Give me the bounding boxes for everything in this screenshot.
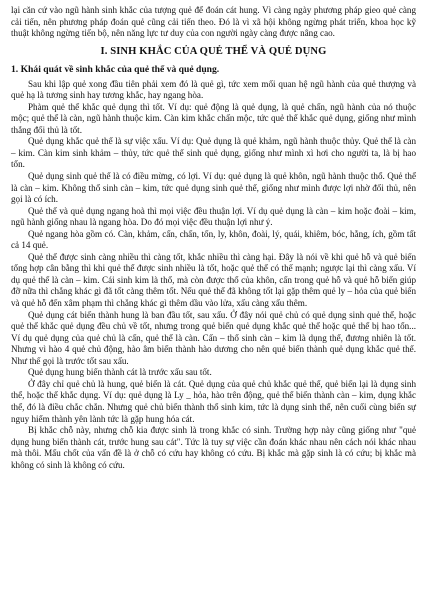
section-title: I. SINH KHẮC CỦA QUẺ THỂ VÀ QUẺ DỤNG [100,45,327,57]
paragraph-11: Bị khắc chỗ này, nhưng chỗ kia được sinh là trong khắc có sinh. Trường hợp này cũng giống như "quẻ dụng hung biến thành cát, trước hung sau cát". Tức là tuy sự việc cần đoán khác nhau nên cách nói khác nhau mà thôi. Mấu chốt của vấn đề là ở chỗ có cứu hay không có cứu. Bị khắc mà gặp sinh là có cứu; bị khắc mà không có sinh là không có cứu. [11,425,416,470]
paragraph-10: Ở đây chỉ quẻ chủ là hung, quẻ biến là cát. Quẻ dụng của quẻ chủ khắc quẻ thể, quẻ biến lại là dụng sinh thể, hoặc thể khắc dụng. Ví dụ: quẻ dụng là Ly _ hỏa, hào trên động, quẻ thể biến thành càn – kim, dụng khắc thể, đó là điều chắc chắn. Nhưng quẻ chủ biến thành thổ sinh kim, tức là dụng sinh thể, nên cuối cùng biến sự nguy hiểm thành yên lành tức là gặp hung hóa cát. [11,378,416,424]
intro-paragraph: lại căn cứ vào ngũ hành sinh khắc của tượng quẻ để đoán cát hung. Vì càng ngày phương pháp gieo quẻ càng cải tiến, nên phương pháp đoán quẻ cũng cải tiến theo. Đó là vì xã hội không ngừng phát triển, khoa học kỹ thuật không ngừng tiến bộ, nên năng lực tư duy của con người ngày càng được nâng cao. [11,5,416,39]
paragraph-9: Quẻ dụng hung biến thành cát là trước xấu sau tốt. [28,367,212,378]
paragraph-4: Quẻ dụng sinh quẻ thể là có điều mừng, có lợi. Ví dụ: quẻ dụng là quẻ khôn, ngũ hành thuộc thổ. Quẻ thể là càn – kim. Không thổ sinh càn – kim, tức quẻ dụng sinh quẻ thể, giống như mình được lợi nhờ đối thủ, nên gọi là có ích. [11,171,416,205]
paragraph-8: Quẻ dụng cát biến thành hung là ban đầu tốt, sau xấu. Ở đây nói quẻ chủ có quẻ dụng sinh quẻ thể, hoặc quẻ thể khắc quẻ dụng đều chủ về tốt, nhưng trong quẻ biến quẻ dụng khắc quẻ thể hoặc quẻ thể bị hao tổn... Ví dụ quẻ dụng của quẻ chủ là cấn, quẻ thể là càn. Cấn – thổ sinh càn – kim là dụng thể, đương nhiên là tốt. Nhưng vì hào 4 quẻ chủ động, hào âm biến thành hào dương cho nên quẻ biến thành quẻ dụng khắc quẻ thể. Như thế gọi là trước tốt sau xấu. [11,309,416,366]
subsection-title: 1. Khái quát về sinh khắc của quẻ thể và quẻ dụng. [11,63,220,75]
paragraph-1: Sau khi lập quẻ xong đầu tiên phải xem đó là quẻ gì, tức xem mối quan hệ ngũ hành của quẻ thượng và quẻ hạ là tương sinh hay tương khắc, hay ngang hòa. [11,78,416,101]
paragraph-6: Quẻ ngang hòa gồm có. Càn, khảm, cấn, chấn, tốn, ly, khôn, đoài, lý, quái, khiêm, bóc, hằng, ích, gồm tất cả 14 quẻ. [11,228,416,251]
paragraph-2: Phàm quẻ thể khắc quẻ dụng thì tốt. Ví dụ: quẻ động là quẻ dụng, là quẻ chấn, ngũ hành của nó thuộc mộc; quẻ thể là càn, ngũ hành thuộc kim. Càn kim khắc chấn mộc, tức quẻ thể khắc quẻ dụng, giống như mình thắng đối thủ là tốt. [11,101,416,135]
paragraph-5: Quẻ thể và quẻ dụng ngang hoà thì mọi việc đều thuận lợi. Ví dụ quẻ dụng là càn – kim hoặc đoài – kim, ngũ hành giống nhau là ngang hòa. Do đó mọi việc đều thuận lợi như ý. [11,205,416,228]
paragraph-3: Quẻ dụng khắc quẻ thể là sự việc xấu. Ví dụ: Quẻ dụng là quẻ khảm, ngũ hành thuộc thủy. Quẻ thể là càn – kim. Càn kim sinh khảm – thủy, tức quẻ thể sinh quẻ dụng, giống như mình xì hơi cho người ta, là bị hao tổn. [11,136,416,170]
paragraph-7: Quẻ thể được sinh càng nhiều thì càng tốt, khắc nhiều thì càng hại. Đây là nói về khi quẻ hỗ và quẻ biến tổng hợp cân bằng thì khi quẻ thể được sinh nhiều là tốt, hoặc quẻ thể có thế mạnh; ngược lại thì càng xấu. Ví dụ quẻ thể là càn – kim. Cái sinh kim là thổ, mà còn được thổ của khôn, cấn trong quẻ hỗ và quẻ hỗ biến giúp đỡ nữa thì chẳng khác gì đã tốt càng thêm tốt. Nếu quẻ thể đã không tốt lại gặp thêm quẻ ly – hỏa của quẻ biến và quẻ hỗ đến xâm phạm thì chẳng khác gì thêm dầu vào lửa, xấu càng xấu thêm. [11,251,416,309]
